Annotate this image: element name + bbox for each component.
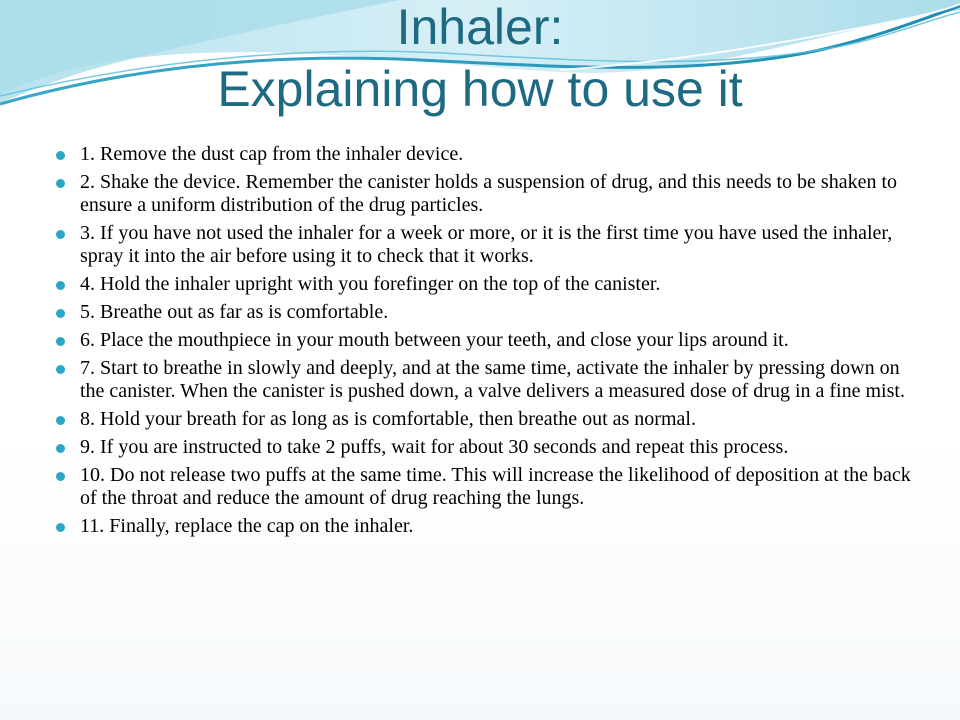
- step-text: 3. If you have not used the inhaler for a week or more, or it is the first time you have used the inhaler, spray it into the air before using it to check that it works.: [80, 222, 893, 267]
- step-item: [56, 301, 916, 324]
- slide-title: [0, 0, 960, 120]
- step-item: [56, 171, 916, 217]
- bullet-dot-icon: [56, 281, 65, 290]
- bullet-dot-icon: [56, 309, 65, 318]
- step-text: 5. Breathe out as far as is comfortable.: [80, 301, 389, 323]
- step-item: [56, 464, 916, 510]
- bullet-dot-icon: [56, 179, 65, 188]
- step-text: 8. Hold your breath for as long as is comfortable, then breathe out as normal.: [80, 408, 696, 430]
- steps-list: [56, 143, 916, 543]
- step-text: 1. Remove the dust cap from the inhaler device.: [80, 143, 464, 165]
- step-text: 9. If you are instructed to take 2 puffs, wait for about 30 seconds and repeat this process.: [80, 436, 789, 458]
- bullet-dot-icon: [56, 337, 65, 346]
- slide-title-line2: Explaining how to use it: [217, 61, 743, 117]
- bullet-dot-icon: [56, 416, 65, 425]
- step-text: 7. Start to breathe in slowly and deeply, and at the same time, activate the inhaler by pressing down on the canister. When the canister is pushed down, a valve delivers a measured dose of drug in a fine mist.: [80, 357, 905, 402]
- step-text: 4. Hold the inhaler upright with you forefinger on the top of the canister.: [80, 273, 661, 295]
- step-item: [56, 408, 916, 431]
- slide-title-line1: Inhaler:: [396, 0, 564, 55]
- step-item: [56, 143, 916, 166]
- step-item: [56, 436, 916, 459]
- bullet-dot-icon: [56, 151, 65, 160]
- step-text: 2. Shake the device. Remember the canister holds a suspension of drug, and this needs to be shaken to ensure a uniform distribution of the drug particles.: [80, 171, 898, 216]
- bullet-dot-icon: [56, 444, 65, 453]
- step-item: [56, 222, 916, 268]
- step-text: 11. Finally, replace the cap on the inhaler.: [80, 515, 414, 537]
- bullet-dot-icon: [56, 523, 65, 532]
- step-text: 10. Do not release two puffs at the same time. This will increase the likelihood of deposition at the back of the throat and reduce the amount of drug reaching the lungs.: [80, 464, 911, 509]
- step-item: [56, 329, 916, 352]
- bullet-dot-icon: [56, 365, 65, 374]
- bullet-dot-icon: [56, 230, 65, 239]
- bullet-dot-icon: [56, 472, 65, 481]
- step-item: [56, 515, 916, 538]
- step-item: [56, 273, 916, 296]
- step-text: 6. Place the mouthpiece in your mouth between your teeth, and close your lips around it.: [80, 329, 789, 351]
- step-item: [56, 357, 916, 403]
